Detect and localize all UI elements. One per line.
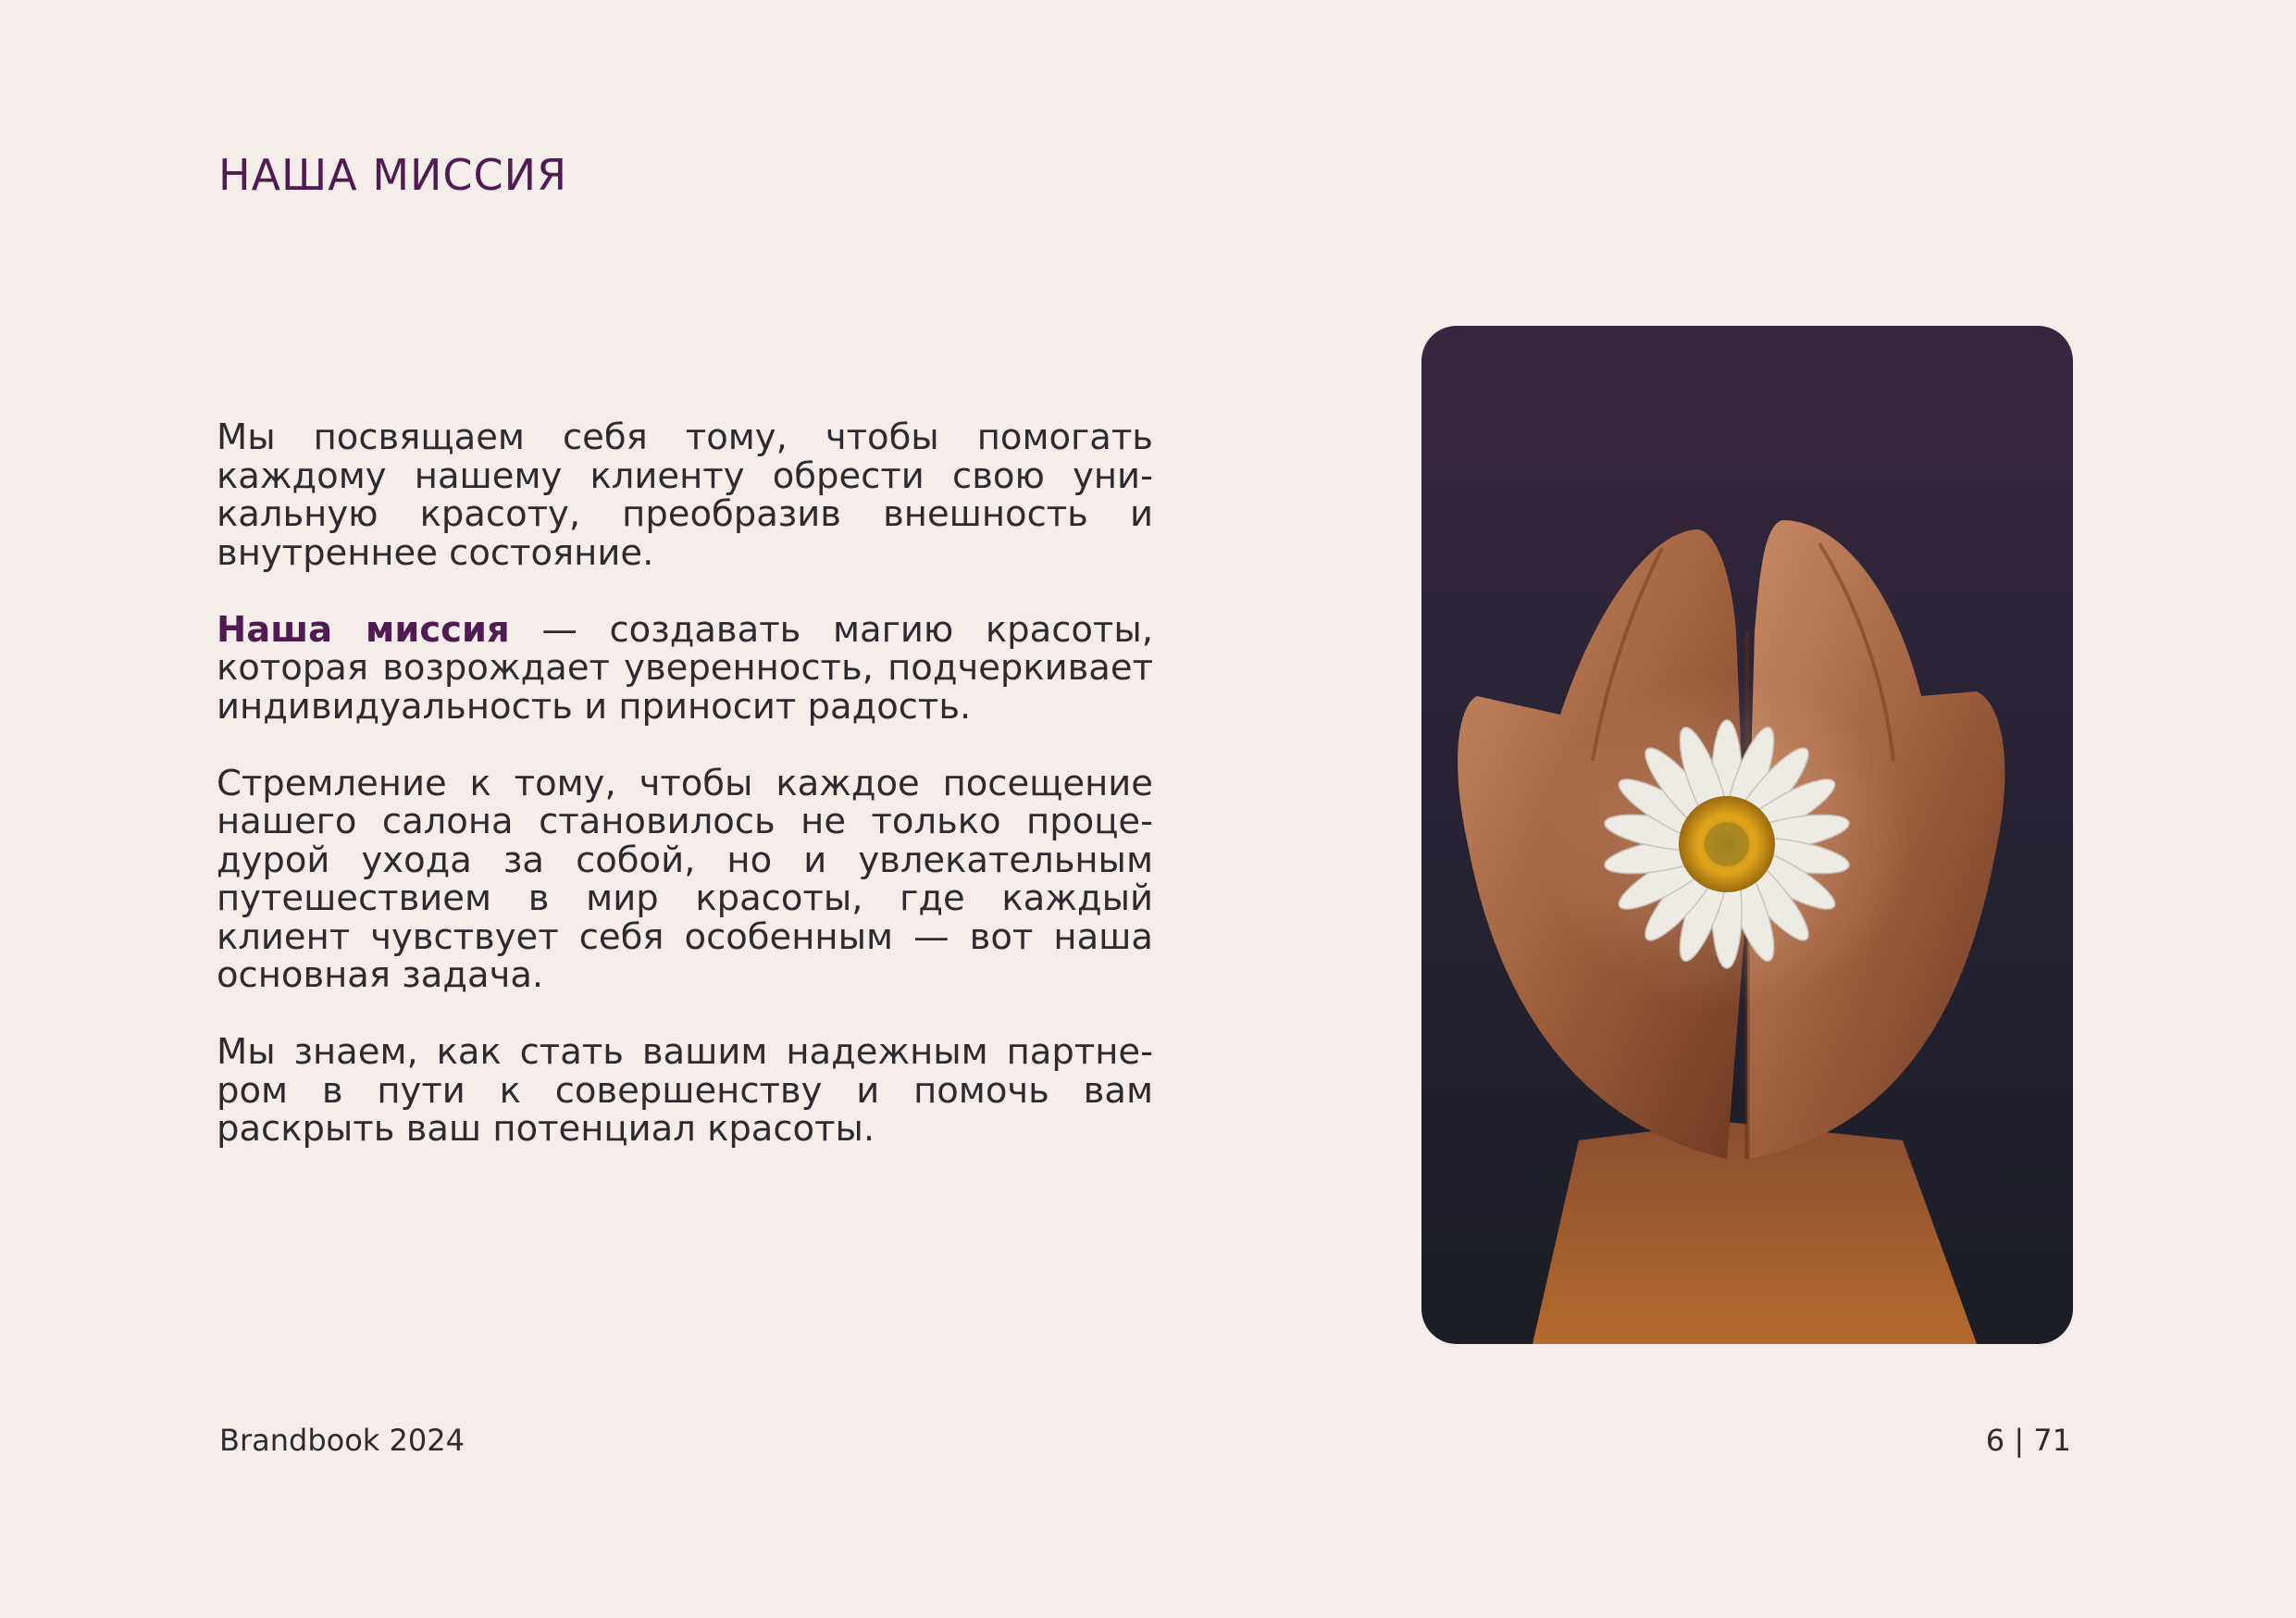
page-number: 6 | 71 <box>1985 1423 2071 1458</box>
hands-daisy-photo <box>1421 326 2073 1344</box>
paragraph-intro: Мы посвящаем себя тому, чтобы помогать каждому нашему клиенту обрести свою уникальную красоту, преобразив внешность и внутреннее состояние. <box>217 417 1153 574</box>
mission-text <box>217 418 1153 1187</box>
paragraph-aspiration: Стремление к тому, чтобы каждое посещение нашего салона становилось не только процедурой ухода за собой, но и увлекательным путешествием в мир красоты, где каждый клиент чувствует себя особенным — вот наша основная задача. <box>217 762 1153 996</box>
page-title: НАША МИССИЯ <box>218 150 568 200</box>
footer-brand: Brandbook 2024 <box>219 1423 465 1458</box>
mission-highlight: Наша миссия <box>217 608 510 651</box>
photo-illustration <box>1421 326 2073 1344</box>
paragraph-mission <box>217 608 1153 728</box>
paragraph-partnership: Мы знаем, как стать вашим надежным партнером в пути к совершенству и помочь вам раскрыть ваш потенциал красоты. <box>217 1031 1153 1150</box>
mission-statement: — создавать магию красоты, которая возрождает уверенность, подчеркивает индивидуальность и приносит радость. <box>217 608 1153 728</box>
